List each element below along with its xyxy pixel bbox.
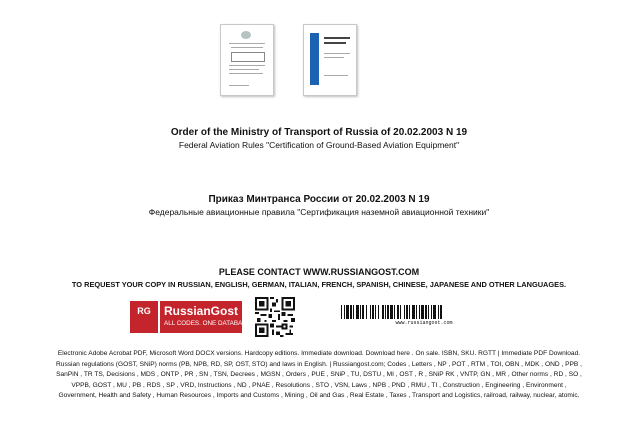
text-line: [324, 57, 344, 58]
contact-headline[interactable]: PLEASE CONTACT WWW.RUSSIANGOST.COM: [218, 267, 420, 277]
text-block: [231, 52, 265, 62]
document-subtitle-russian: Федеральные авиационные правила "Сертификация наземной авиационной техники": [148, 207, 490, 217]
document-subtitle-english: Federal Aviation Rules "Certification of Ground-Based Aviation Equipment": [178, 140, 460, 150]
barcode-text: www.russiangost.com: [340, 320, 508, 326]
text-line: [324, 37, 350, 39]
russiangost-logo[interactable]: [130, 301, 253, 333]
logo-name: RussianGost: [164, 304, 239, 318]
document-title-english: Order of the Ministry of Transport of Russia of 20.02.2003 N 19: [170, 127, 468, 138]
request-languages-text: TO REQUEST YOUR COPY IN RUSSIAN, ENGLISH, GERMAN, ITALIAN, FRENCH, SPANISH, CHINESE, JAPANESE AND OTHER LANGUAGES.: [71, 280, 567, 289]
text-line: [324, 53, 350, 54]
qr-code-icon[interactable]: [255, 297, 295, 337]
emblem-icon: [241, 31, 251, 39]
document-title-russian: Приказ Минтранса России от 20.02.2003 N 19: [208, 194, 430, 205]
text-line: [324, 75, 348, 76]
footer-description: Electronic Adobe Acrobat PDF, Microsoft Word DOCX versions. Hardcopy editions. Immediate download. Download here . On sale. ISBN, SKU. RGTT | Immediate PDF Download. Russian regulations (GOST, SNiP) norms (PB, NPB, RD, SP, OST, STO) and laws in English. | Russiangost.com; Codes , Letters , NP , POT , RTM , TOI, OBN , MDK , OND , PPB , SanPiN , TR TS, Decisions , MDS , ONTP , PR , SN , TSN, Decrees , MGSN , Orders , PUE , SNiP , TU, DSTU , MI , OST , R , SNiP RK , VNTP, GN , MR , Other norms , RD , SO , VPPB, GOST , MU , PB , RDS , SP , VRD, Instructions , ND , PNAE , Resolutions , STO , VSN, Laws , NPB , PND , RMU , TI , Construction , Engineering , Environment , Government, Health and Safety , Human Resources , Imports and Customs , Mining , Oil and Gas , Real Estate , Taxes , Transport and Logistics, railroad, railway, nuclear, atomic.: [56, 350, 582, 400]
blue-sidebar-stripe: [310, 33, 319, 85]
document-page-thumbnail[interactable]: [303, 24, 357, 96]
logo-text-panel: [160, 301, 253, 333]
rg-logo-icon: [130, 301, 158, 333]
document-cover-thumbnail[interactable]: [220, 24, 274, 96]
text-line: [229, 85, 249, 86]
text-line: [324, 42, 346, 44]
text-line: [229, 43, 265, 44]
text-line: [229, 73, 263, 74]
text-line: [229, 65, 265, 66]
text-line: [231, 47, 263, 48]
logo-tagline: ALL CODES. ONE DATABASE.: [164, 320, 253, 327]
text-line: [229, 69, 259, 70]
logo-mark-text: RG: [137, 306, 151, 316]
